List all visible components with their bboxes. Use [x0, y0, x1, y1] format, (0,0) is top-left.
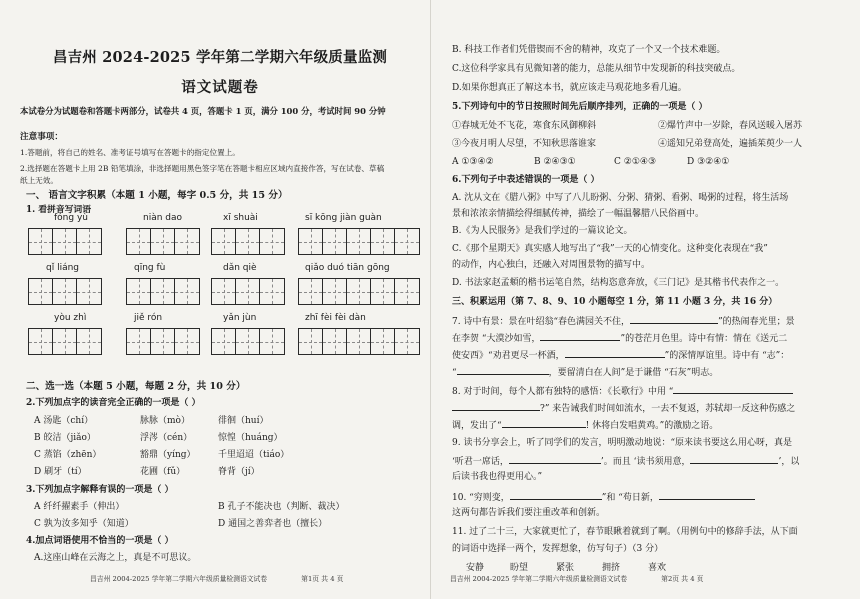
page-divider — [430, 0, 431, 599]
answer-blank[interactable] — [457, 365, 549, 375]
pinyin: sī kōng jiàn guàn — [305, 213, 382, 223]
q6-option-b: B.《为人民服务》是我们学过的一篇议论文。 — [452, 226, 633, 236]
q6-option-d: D. 书法家赵孟頫的楷书运笔自然，结构恣意奔放，《三门记》是其楷书代表作之一。 — [452, 278, 785, 288]
question-1-heading: 1. 看拼音写词语 — [26, 205, 92, 215]
q2-option: D 刷牙（tí） — [34, 467, 87, 477]
writing-box-group[interactable] — [126, 328, 200, 355]
page-number: 第1页 共 4 页 — [301, 575, 344, 583]
q3-option: D 通国之善弈者也（擅长） — [218, 519, 328, 529]
notes-heading: 注意事项： — [20, 132, 63, 142]
q9-text: ’，以 — [778, 457, 800, 467]
q11-word: 盼望 — [510, 563, 529, 573]
question-11-line-1: 11. 过了二十三，大家就更忙了，春节眼瞅着就到了啊。（用例句中的修辞手法，从下面 — [452, 527, 798, 537]
q11-word: 拥挤 — [602, 563, 621, 573]
note-2: 2.选择题在答题卡上用 2B 铅笔填涂，非选择题用黑色签字笔在答题卡相应区域内直接作答，写在试卷、草稿 — [20, 164, 385, 173]
exam-page-1 — [0, 0, 428, 599]
q2-option: 徘徊（huí） — [218, 416, 269, 426]
q3-option: B 孔子不能决也（判断、裁决） — [218, 502, 345, 512]
question-8-line-1 — [452, 384, 793, 398]
question-7-line-1 — [452, 314, 795, 328]
q2-option: B 皎洁（jiǎo） — [34, 433, 96, 443]
section-3-heading: 三、积累运用（第 7、8、9、10 小题每空 1 分，第 11 小题 3 分，共 16 分） — [452, 297, 778, 307]
q2-option: 花圃（fǔ） — [140, 467, 186, 477]
q11-word: 安静 — [466, 563, 485, 573]
q5-option: D ③②④① — [687, 157, 730, 167]
question-7-line-2 — [452, 331, 787, 345]
question-11-line-2: 的词语中选择一两个，发挥想象，仿写句子）（3 分） — [452, 544, 664, 554]
q5-line: ③今夜月明人尽望，不知秋思落谁家 — [452, 139, 597, 149]
pinyin: dǎn qiè — [223, 263, 257, 273]
question-9-line-2 — [452, 454, 799, 468]
answer-blank[interactable] — [510, 490, 602, 500]
q2-option: 惊惶（huáng） — [218, 433, 283, 443]
q5-option: A ①③④② — [452, 157, 494, 167]
exam-page-2 — [432, 0, 860, 599]
section-2-heading: 二、选一选（本题 5 小题，每题 2 分，共 10 分） — [26, 381, 246, 392]
q7-text: “春色满园关不住， — [553, 317, 631, 327]
pinyin: niàn dao — [143, 213, 183, 223]
writing-box-group[interactable] — [211, 328, 285, 355]
q2-option: 浮涔（cén） — [140, 433, 193, 443]
writing-box-group[interactable] — [28, 278, 102, 305]
answer-blank[interactable] — [509, 454, 601, 464]
q6-option-a-cont: 景和浓浓亲情描绘得细腻传神，描绘了一幅温馨腊八民俗画中。 — [452, 209, 705, 219]
q11-word: 喜欢 — [648, 563, 667, 573]
q2-option: A 汤匙（chí） — [34, 416, 94, 426]
q8-text: ! 休将白发唱黄鸡。”的激励之语。 — [585, 421, 719, 431]
q9-text: ‘听君一席话， — [452, 457, 509, 467]
q10-text: ”和 “苟日新， — [601, 493, 659, 503]
answer-blank[interactable] — [565, 348, 665, 358]
question-7-line-3 — [452, 348, 789, 362]
question-9-line-1: 9. 读书分享会上，听了同学们的发言，明明激动地说：“原来读书要这么用心呀，真是 — [452, 438, 793, 448]
writing-box-group[interactable] — [298, 328, 420, 355]
q7-text: 7. 诗中有景：景在叶绍翁 — [452, 317, 554, 327]
footer-title: 昌吉州 2004-2025 学年第二学期六年级质量检测语文试卷 — [90, 575, 268, 583]
q2-option: C 蒸馅（zhēn） — [34, 450, 102, 460]
q4-option-c: C.这位科学家具有见微知著的能力，总能从细节中发现新的科技突破点。 — [452, 64, 741, 74]
answer-blank[interactable] — [452, 401, 540, 411]
q5-line: ④遥知兄弟登高处，遍插茱萸少一人 — [658, 139, 803, 149]
exam-title: 昌吉州 2024-2025 学年第二学期六年级质量监测 — [52, 49, 388, 66]
q5-option: B ②④③① — [534, 157, 576, 167]
writing-box-group[interactable] — [126, 228, 200, 255]
page-footer — [450, 573, 703, 583]
writing-box-group[interactable] — [298, 228, 420, 255]
q2-option: 脉脉（mò） — [140, 416, 190, 426]
writing-box-group[interactable] — [126, 278, 200, 305]
q2-option: 千里迢迢（tiáo） — [218, 450, 290, 460]
q7-text: “ — [452, 368, 457, 378]
pinyin: qiǎo duó tiān gōng — [305, 263, 390, 273]
q4-option-b: B. 科技工作者们凭借锲而不舍的精神，攻克了一个又一个技术难题。 — [452, 45, 726, 55]
q5-option: C ②①④③ — [614, 157, 657, 167]
q7-text: 在李贺 “大漠沙如雪， — [452, 334, 541, 344]
pinyin: fóng yù — [54, 213, 88, 223]
writing-box-group[interactable] — [28, 328, 102, 355]
q7-text: 使安西》“劝君更尽一杯酒， — [452, 351, 565, 361]
footer-title: 昌吉州 2004-2025 学年第二学期六年级质量检测语文试卷 — [450, 575, 628, 583]
answer-blank[interactable] — [502, 418, 586, 428]
q3-option: A 纤纤擢素手（伸出） — [34, 502, 125, 512]
question-6: 6.下列句子中表述错误的一项是（ ） — [452, 175, 600, 185]
q2-option: 豁鼎（yíng） — [140, 450, 196, 460]
pinyin: qīng fù — [134, 263, 166, 273]
pinyin-row-2 — [20, 263, 428, 277]
q3-option: C 孰为汝多知乎（知道） — [34, 519, 134, 529]
page-footer — [90, 573, 343, 583]
note-2-cont: 纸上无效。 — [20, 176, 58, 185]
pinyin: jiě rón — [134, 313, 163, 323]
pinyin: zhī fèi fèi dàn — [305, 313, 366, 323]
pinyin: xī shuài — [223, 213, 258, 223]
question-10-line-1 — [452, 490, 755, 504]
writing-box-group[interactable] — [211, 228, 285, 255]
q4-option-a: A.这座山峰在云海之上，真是不可思议。 — [34, 553, 197, 563]
pinyin: yǎn jùn — [223, 313, 257, 323]
writing-grid-row-3 — [20, 328, 428, 354]
answer-blank[interactable] — [659, 490, 755, 500]
q5-line: ①春城无处不飞花，寒食东风御柳斜 — [452, 121, 597, 131]
writing-grid-row-1 — [20, 228, 428, 254]
q9-text: ’。而且 ‘读书须用意， — [600, 457, 691, 467]
question-5: 5.下列诗句中的节日按照时间先后顺序排列，正确的一项是（ ） — [452, 102, 708, 112]
page-number: 第2页 共 4 页 — [661, 575, 704, 583]
question-7-line-4 — [452, 365, 718, 379]
answer-blank[interactable] — [540, 331, 620, 341]
q8-text: ?” 来告诫我们时间如流水，一去不复返，苏轼却一反这种伤感之 — [540, 404, 796, 414]
question-8-line-3 — [452, 418, 718, 432]
q6-option-a: A. 沈从文在《腊八粥》中写了八儿盼粥、分粥、猜粥、看粥、喝粥的过程，将生活场 — [452, 193, 789, 203]
question-9-line-3: 后读书我也得更用心。” — [452, 472, 543, 482]
q7-text: ”的深情厚谊里。诗中有 “志”： — [664, 351, 790, 361]
answer-blank[interactable] — [630, 314, 718, 324]
question-4: 4.加点词语使用不恰当的一项是（ ） — [26, 536, 174, 546]
note-1: 1.答题前，将自己的姓名、准考证号填写在答题卡的指定位置上。 — [20, 148, 240, 157]
exam-subtitle: 语文试题卷 — [181, 79, 259, 96]
writing-box-group[interactable] — [298, 278, 420, 305]
q7-text: ，要留清白在人间”是于谦借 “石灰”明志。 — [548, 368, 719, 378]
q6-option-c-cont: 的动作，内心独白，还融入对周围景物的描写中。 — [452, 260, 651, 270]
question-2: 2.下列加点字的读音完全正确的一项是（ ） — [26, 398, 201, 408]
q4-option-d: D.如果你想真正了解这本书，就应该走马观花地多看几遍。 — [452, 83, 687, 93]
question-10-line-2: 这两句都告诉我们要注重改革和创新。 — [452, 508, 606, 518]
question-3: 3.下列加点字解释有误的一项是（ ） — [26, 485, 174, 495]
q2-option: 脊背（jí） — [218, 467, 260, 477]
q6-option-c: C.《那个星期天》真实感人地写出了“我”一天的心情变化。这种变化表现在“我” — [452, 244, 768, 254]
answer-blank[interactable] — [690, 454, 778, 464]
pinyin-row-1 — [20, 213, 428, 227]
q7-text: ”的苍茫月色里。诗中有情：情在《送元二 — [620, 334, 788, 344]
q5-line: ②爆竹声中一岁除，春风送暖入屠苏 — [658, 121, 803, 131]
q11-word: 紧张 — [556, 563, 575, 573]
q10-text: 10. “穷则变， — [452, 493, 510, 503]
pinyin-row-3 — [20, 313, 428, 327]
q8-text: 调，发出了“ — [452, 421, 502, 431]
pinyin: qǐ liáng — [46, 263, 80, 273]
question-8-line-2 — [452, 401, 795, 415]
exam-intro: 本试卷分为试题卷和答题卡两部分，试卷共 4 页，答题卡 1 页，满分 100 分，考试时间 90 分钟 — [20, 106, 386, 116]
writing-box-group[interactable] — [211, 278, 285, 305]
section-1-heading: 一、 语言文字积累（本题 1 小题，每字 0.5 分，共 15 分） — [26, 190, 288, 201]
writing-grid-row-2 — [20, 278, 428, 304]
pinyin: yòu zhì — [54, 313, 87, 323]
q8-text: 8. 对于时间，每个人都有独特的感悟：《长歌行》中用 “ — [452, 387, 674, 397]
writing-box-group[interactable] — [28, 228, 102, 255]
answer-blank[interactable] — [673, 384, 793, 394]
q7-text: ”的热闹春光里；景 — [718, 317, 795, 327]
